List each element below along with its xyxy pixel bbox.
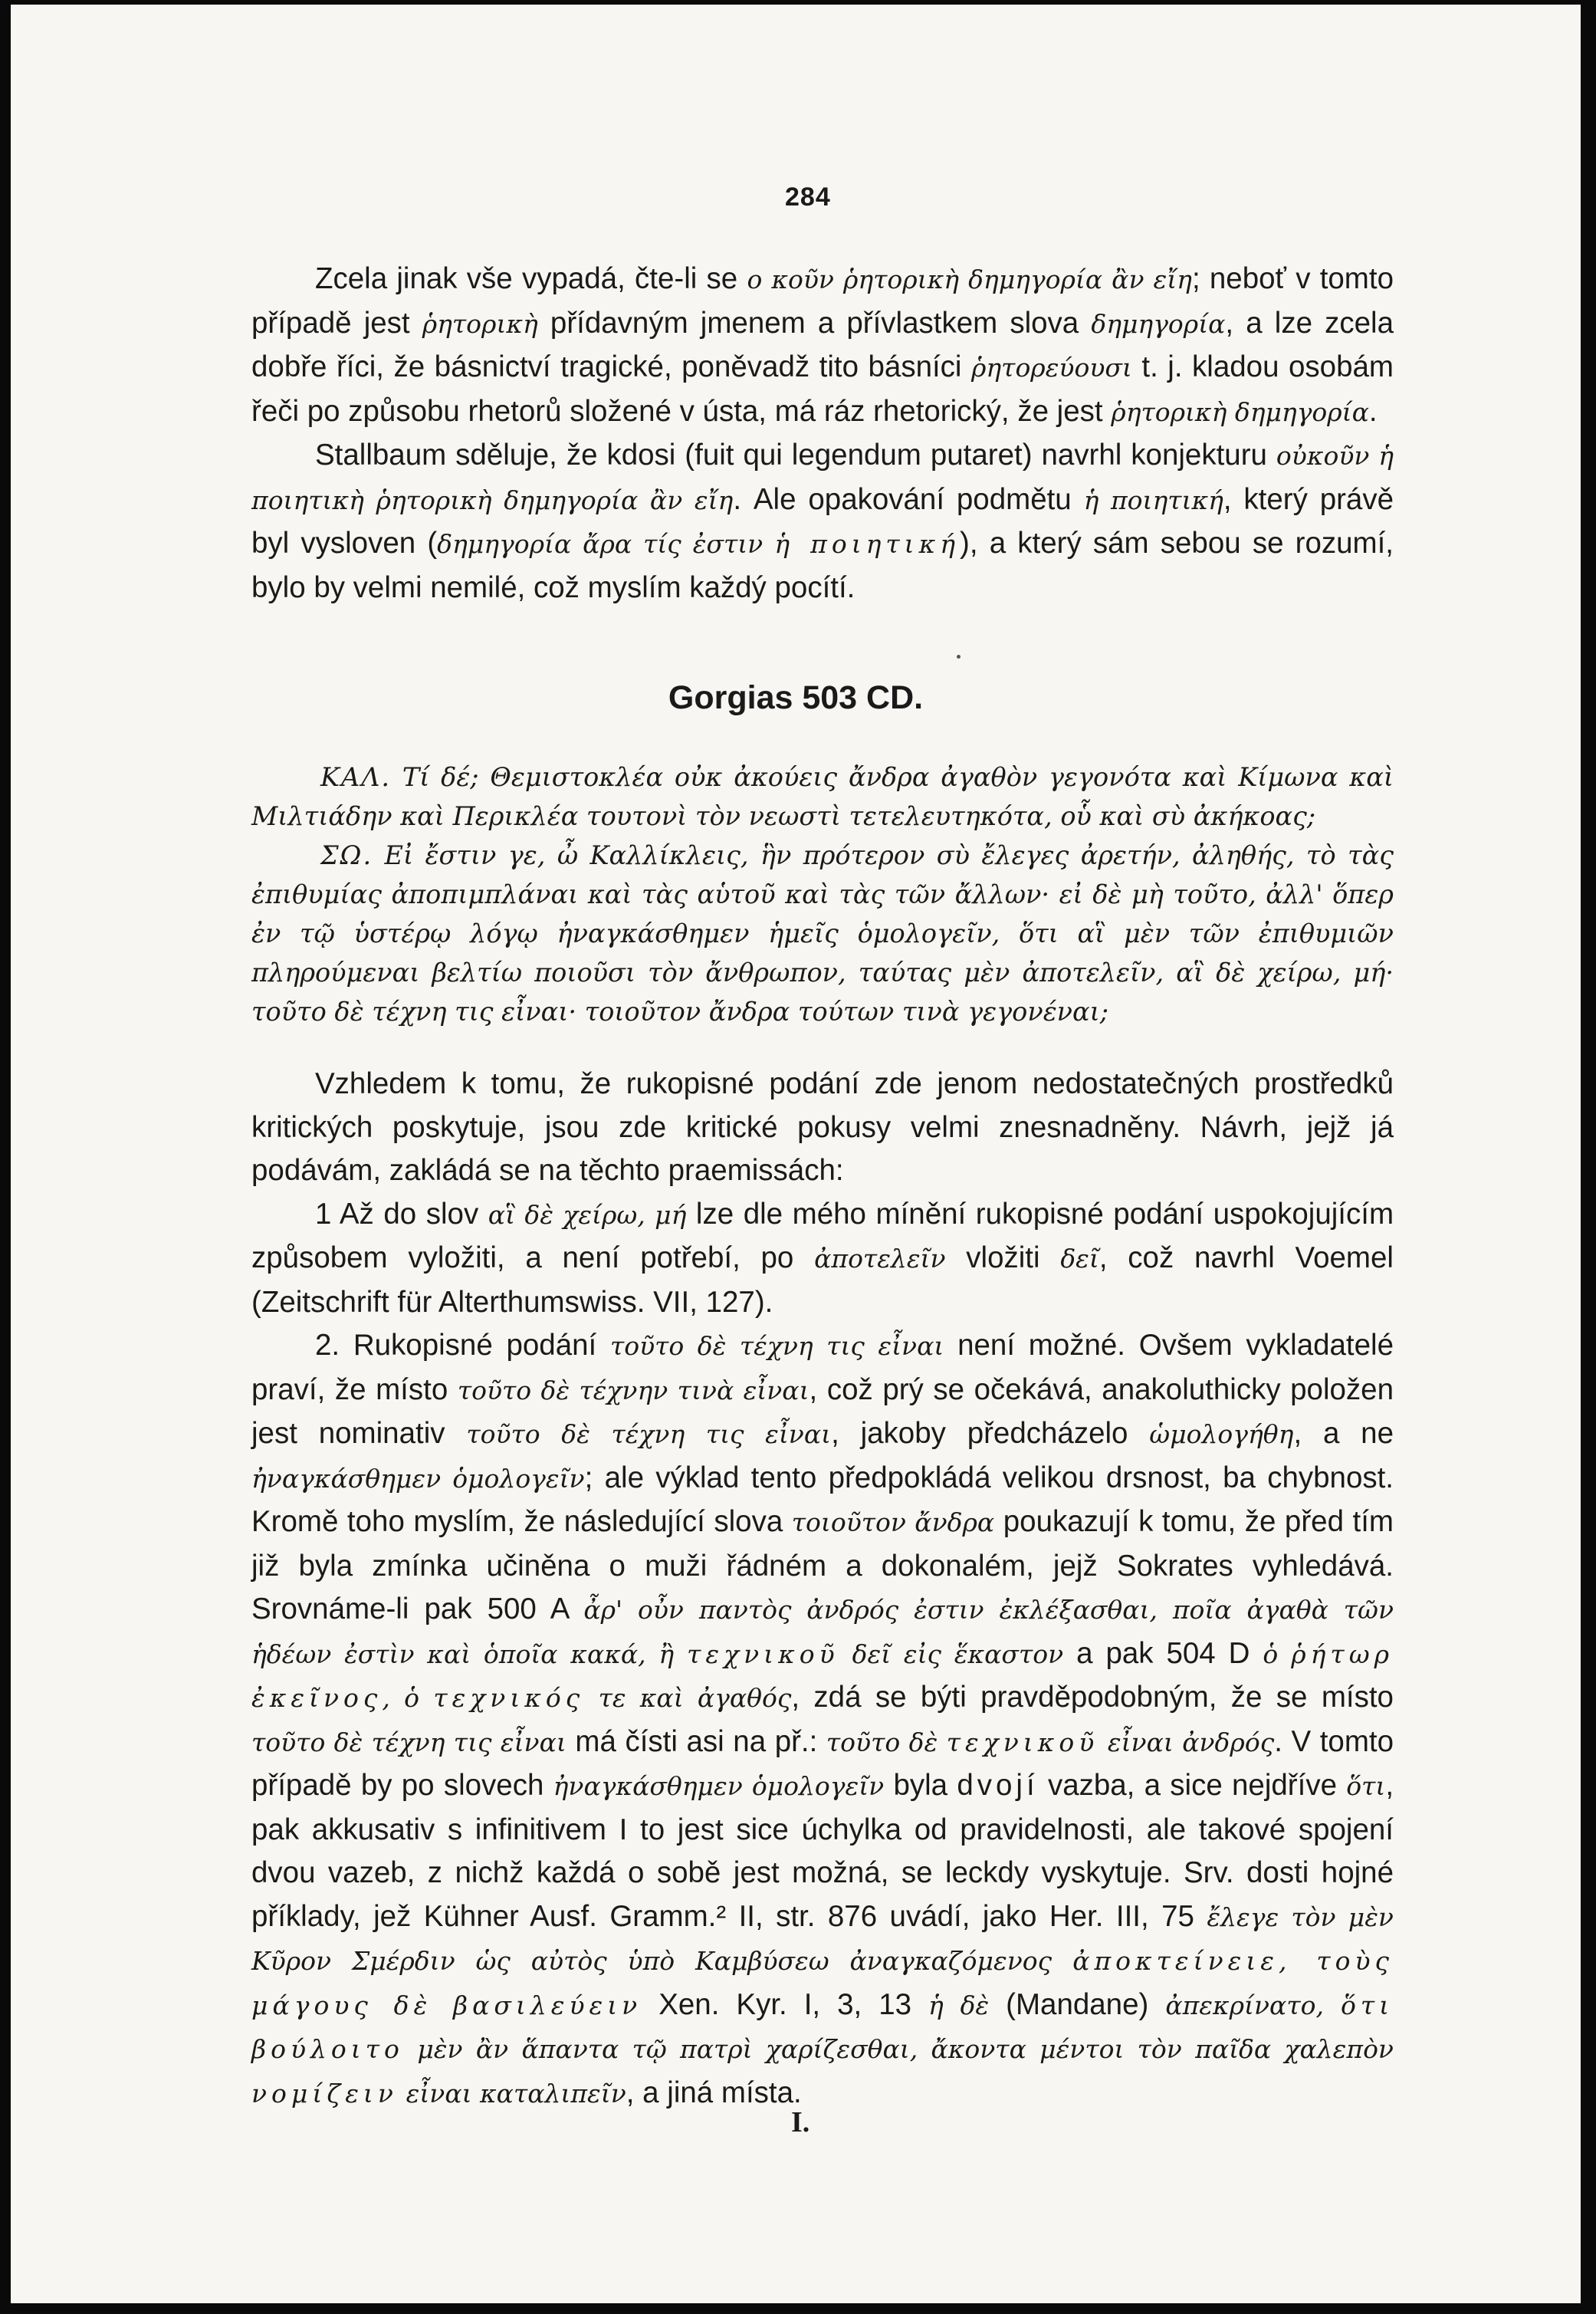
text-span: , a ne bbox=[1293, 1417, 1394, 1450]
text-span: , který právě byl vysloven ( bbox=[251, 482, 1394, 560]
text-span: . Ale opakování podmětu bbox=[733, 482, 1084, 516]
greek-span: δημηγορία bbox=[1091, 308, 1226, 339]
greek-span: αἳ δὲ χείρω, μή bbox=[488, 1199, 687, 1230]
quote-text: Εἰ ἔστιν γε, ὦ Καλλίκλεις, ἣν πρότερον σὺ ἔλεγες ἀρετήν, ἀληθής, τὸ τὰς ἐπιθυμίας ἀποπιμπλάναι καὶ τὰς αὑτοῦ καὶ τὰς τῶν ἄλλων· εἰ δὲ μὴ τοῦτο, ἀλλ' ὅπερ ἐν τῷ ὑστέρῳ λόγῳ ἠναγκάσθημεν ἡμεῖς ὁμολογεῖν, ὅτι αἳ μὲν τῶν ἐπιθυμιῶν πληρούμεναι βελτίω ποιοῦσι τὸν ἄνθρωπον, ταύτας μὲν ἀποτελεῖν, αἳ δὲ χείρω, μή· τοῦτο δὲ τέχνη τις εἶναι· τοιοῦτον ἄνδρα τούτων τινὰ γεγονέναι; bbox=[251, 840, 1394, 1027]
greek-span: δημηγορία ἄρα τίς ἐστιν bbox=[437, 529, 764, 559]
text-span: , jakoby předcházelo bbox=[831, 1417, 1150, 1450]
greek-span: τοῦτο δὲ τέχνη τις εἶναι bbox=[466, 1419, 832, 1449]
greek-spaced-span: ἀποκτείνειε, τοὺς μάγους δὲ βασιλεύειν bbox=[251, 1946, 1394, 2020]
greek-span: ὁ bbox=[1263, 1639, 1279, 1669]
greek-spaced-span: ὅτι βούλοιτο bbox=[251, 1990, 1394, 2064]
print-speck bbox=[957, 655, 961, 659]
paragraph-4 bbox=[251, 1193, 1394, 1325]
text-span: Xen. Kyr. I, 3, 13 bbox=[642, 1987, 929, 2021]
book-page bbox=[11, 5, 1581, 2303]
text-span: poukazují k tomu, že před tím již byla zmínka učiněna o muži řádném a dokonalém, jejž Sokrates vyhledává. Srovnáme-li pak 500 A bbox=[251, 1505, 1394, 1625]
paragraph-5 bbox=[251, 1324, 1394, 2115]
greek-span: ἡ δὲ bbox=[928, 1990, 990, 2020]
paragraph-1 bbox=[251, 258, 1394, 434]
text-span: ; ale výklad tento předpokládá velikou drsnost, ba chybnost. Kromě toho myslím, že následující slova bbox=[251, 1461, 1394, 1538]
greek-span: ὡμολογήθη bbox=[1149, 1419, 1294, 1449]
text-span: vazba, a sice nejdříve bbox=[1038, 1769, 1347, 1802]
page-number: 284 bbox=[785, 182, 831, 212]
text-span: 1 Až do slov bbox=[315, 1197, 488, 1231]
greek-span: ἀποτελεῖν bbox=[814, 1244, 946, 1274]
text-span: ; neboť v tomto případě jest bbox=[251, 262, 1394, 340]
greek-span: ἡ ποιητική bbox=[1083, 485, 1223, 515]
greek-span: ῥητορεύουσι bbox=[971, 353, 1132, 383]
text-span: není možné. Ovšem vykladatelé praví, že místo bbox=[251, 1329, 1394, 1406]
text-span: . V tomto případě by po slovech bbox=[251, 1724, 1394, 1802]
text-span: byla bbox=[884, 1769, 957, 1802]
text-span: přídavným jmenem a přívlastkem slova bbox=[537, 306, 1092, 340]
greek-span: τοῦτο δὲ τέχνη τις εἶναι bbox=[251, 1727, 566, 1757]
greek-span: δεῖ bbox=[1060, 1244, 1099, 1274]
text-span: , což navrhl Voemel (Zeitschrift für Alterthumswiss. VII, 127). bbox=[251, 1241, 1394, 1319]
greek-span: τοῦτο δὲ τέχνη τις εἶναι bbox=[609, 1331, 944, 1361]
greek-span: ὅτι bbox=[1346, 1771, 1386, 1801]
text-span: , a jiná místa. bbox=[626, 2076, 802, 2109]
paragraph-3 bbox=[251, 1063, 1394, 1193]
greek-quotation bbox=[251, 758, 1394, 1031]
text-span: má čísti asi na př.: bbox=[566, 1724, 826, 1758]
greek-span: οὐκοῦν ἡ ποιητικὴ ῥητορικὴ δημηγορία ἂν εἴη bbox=[251, 441, 1394, 515]
text-span: a pak 504 D bbox=[1063, 1636, 1263, 1670]
greek-span: τε καὶ ἀγαθός bbox=[598, 1683, 792, 1713]
greek-spaced-span: τεχνικοῦ bbox=[687, 1639, 839, 1669]
text-span: Stallbaum sděluje, že kdosi (fuit qui legendum putaret) navrhl konjekturu bbox=[315, 439, 1276, 472]
text-span: ), a který sám sebou se rozumí, bylo by velmi nemilé, což myslím každý pocítí. bbox=[251, 527, 1394, 604]
text-span: , což prý se očekává, anakoluthicky položen jest nominativ bbox=[251, 1372, 1394, 1450]
speaker-label: ΣΩ. bbox=[320, 840, 373, 870]
quote-sokrates bbox=[251, 836, 1394, 1031]
greek-span: ῥητορικὴ δημηγορία bbox=[1111, 396, 1369, 427]
greek-spaced-span: ῥήτωρ ἐκεῖνος bbox=[251, 1639, 1394, 1713]
greek-span: τοῦτο δὲ τέχνην τινὰ εἶναι bbox=[457, 1375, 809, 1405]
greek-span: δεῖ εἰς ἕκαστον bbox=[852, 1639, 1064, 1669]
text-span: Zcela jinak vše vypadá, čte-li se bbox=[315, 262, 747, 295]
text-span: , pak akkusativ s infinitivem I to jest sice úchylka od pravidelnosti, ale takové spojení dvou vazeb, z nichž každá o sobě jest možná, se leckdy vyskytuje. Srv. dosti hojné příklady, jež Kühner Ausf. Gramm.² II, str. 876 uvádí, jako Her. III, 75 bbox=[251, 1769, 1394, 1933]
spaced-text-span: dvojí bbox=[957, 1769, 1039, 1802]
greek-span: τοῦτο δὲ bbox=[826, 1727, 938, 1757]
greek-span: εἶναι καταλιπεῖν bbox=[406, 2078, 626, 2109]
greek-span: ἠναγκάσθημεν ὁμολογεῖν bbox=[251, 1463, 585, 1494]
greek-spaced-span: τεχνικοῦ bbox=[946, 1727, 1099, 1757]
text-span: 2. Rukopisné podání bbox=[315, 1329, 610, 1362]
greek-span: ἆρ' οὖν παντὸς ἀνδρός ἐστιν ἐκλέξασθαι, ποῖα ἀγαθὰ τῶν ἡδέων ἐστὶν καὶ ὁποῖα κακά, ἢ bbox=[251, 1595, 1394, 1669]
text-span: , zdá se býti pravděpodobným, že se místo bbox=[791, 1681, 1394, 1714]
paragraph-2 bbox=[251, 434, 1394, 610]
greek-spaced-span: τεχνικός bbox=[433, 1683, 585, 1713]
text-span: lze dle mého mínění rukopisné podání uspokojujícím způsobem vyložiti, a není potřebí, po bbox=[251, 1197, 1394, 1274]
speaker-label: ΚΑΛ. bbox=[320, 762, 392, 792]
greek-span: εἶναι ἀνδρός bbox=[1107, 1727, 1275, 1757]
commentary-text-block bbox=[251, 1063, 1394, 2115]
greek-span: ο κοῦν ῥητορικὴ δημηγορία ἂν εἴη bbox=[747, 265, 1192, 294]
greek-span: ἀπεκρίνατο, bbox=[1165, 1990, 1324, 2020]
greek-spaced-span: νομίζειν bbox=[251, 2078, 398, 2109]
intro-text-block bbox=[251, 258, 1394, 610]
section-heading: Gorgias 503 CD. bbox=[668, 679, 924, 716]
greek-span: ῥητορικὴ bbox=[422, 308, 538, 339]
greek-span: ἔλεγε τὸν μὲν Κῦρον Σμέρδιν ὡς αὐτὸς ὑπὸ Καμβύσεω ἀναγκαζόμενος bbox=[251, 1901, 1394, 1976]
greek-span: , ὁ bbox=[382, 1683, 419, 1713]
text-span: , a lze zcela dobře říci, že básnictví tragické, poněvadž tito básníci bbox=[251, 306, 1394, 383]
signature-mark: I. bbox=[791, 2106, 810, 2138]
text-span: t. j. kladou osobám řeči po způsobu rhetorů složené v ústa, má ráz rhetorický, že jest bbox=[251, 350, 1394, 428]
greek-spaced-span: ἡ ποιητική bbox=[774, 529, 961, 559]
greek-span: ἠναγκάσθημεν ὁμολογεῖν bbox=[553, 1771, 885, 1801]
text-span: Vzhledem k tomu, že rukopisné podání zde jenom nedostatečných prostředků kritických poskytuje, jsou zde kritické pokusy velmi znesnadněny. Návrh, jejž já podávám, zakládá se na těchto praemissách: bbox=[251, 1067, 1394, 1187]
text-span: . bbox=[1368, 394, 1378, 428]
greek-span: τοιοῦτον ἄνδρα bbox=[791, 1507, 995, 1537]
text-span: (Mandane) bbox=[989, 1987, 1166, 2021]
greek-span: μὲν ἂν ἅπαντα τῷ πατρὶ χαρίζεσθαι, ἄκοντα μέντοι τὸν παῖδα χαλεπὸν bbox=[417, 2034, 1394, 2064]
quote-text: Τί δέ; Θεμιστοκλέα οὐκ ἀκούεις ἄνδρα ἀγαθὸν γεγονότα καὶ Κίμωνα καὶ Μιλτιάδην καὶ Περικλέα τουτονὶ τὸν νεωστὶ τετελευτηκότα, οὗ καὶ σὺ ἀκήκοας; bbox=[251, 762, 1394, 831]
text-span: vložiti bbox=[945, 1241, 1061, 1274]
quote-kallikles bbox=[251, 758, 1394, 836]
